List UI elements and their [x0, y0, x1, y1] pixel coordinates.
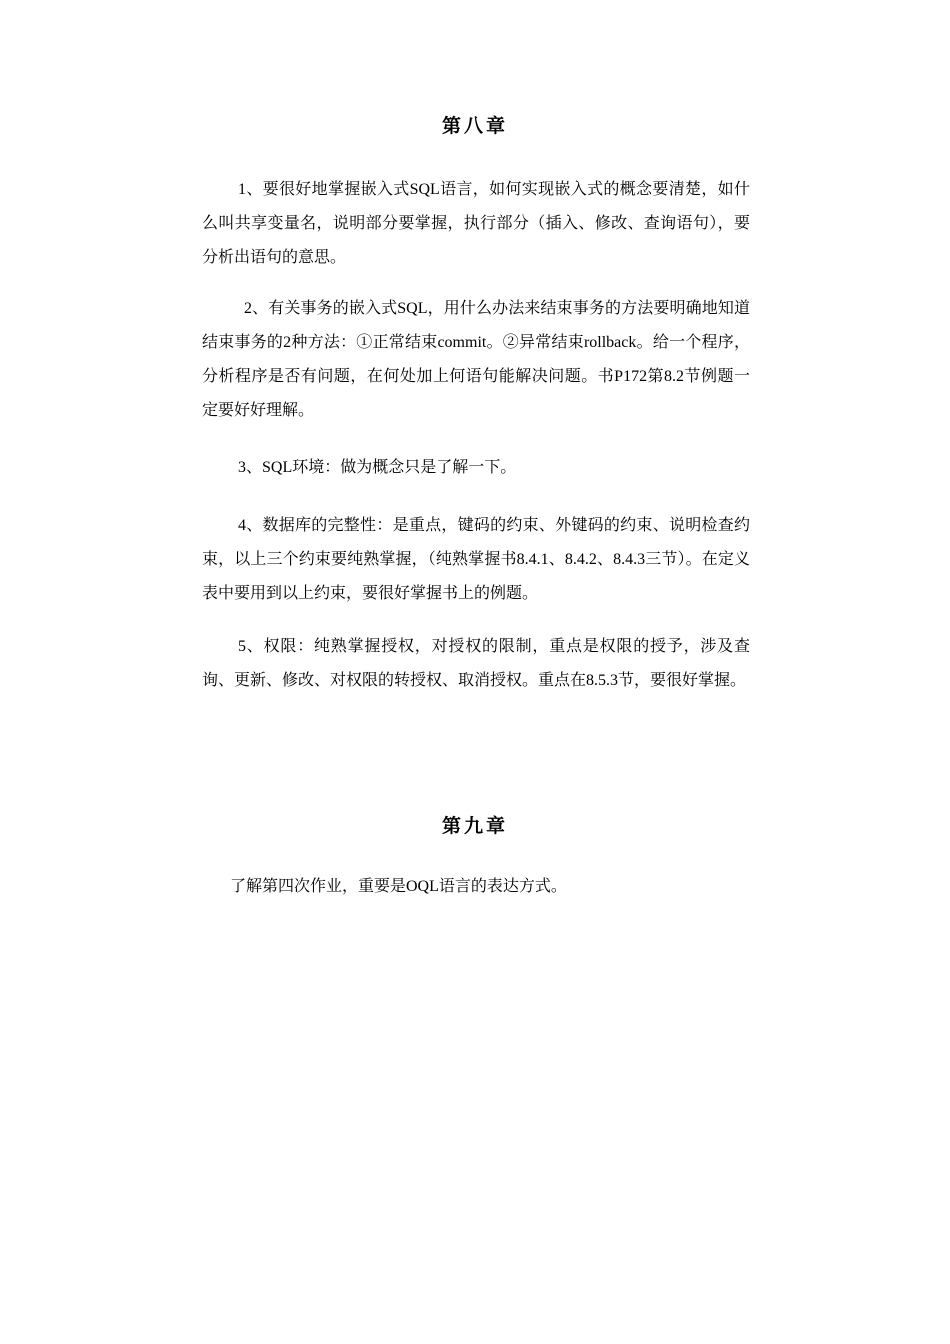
chapter-8-title: 第八章: [441, 116, 508, 137]
chapter-8-item-3: 3、SQL环境：做为概念只是了解一下。: [238, 459, 517, 476]
chapter-8-item-4: 4、数据库的完整性：是重点，键码的约束、外键码的约束、说明检查约束，以上三个约束要纯熟掌握，（纯熟掌握书8.4.1、8.4.2、8.4.3三节）。在定义表中要用到以上约束，要很好掌握书上的例题。: [202, 517, 750, 602]
chapter-9-title: 第九章: [441, 816, 508, 837]
chapter-8-item-1: 1、要很好地掌握嵌入式SQL语言，如何实现嵌入式的概念要清楚，如什么叫共享变量名，说明部分要掌握，执行部分（插入、修改、查询语句），要分析出语句的意思。: [202, 181, 750, 266]
chapter-8-item-5: 5、权限：纯熟掌握授权，对授权的限制，重点是权限的授予，涉及查询、更新、修改、对权限的转授权、取消授权。重点在8.5.3节，要很好掌握。: [202, 638, 750, 689]
chapter-9-item-1: 了解第四次作业，重要是OQL语言的表达方式。: [230, 878, 567, 895]
chapter-8-item-2: 2、有关事务的嵌入式SQL，用什么办法来结束事务的方法要明确地知道结束事务的2种方法：①正常结束commit。②异常结束rollback。给一个程序，分析程序是否有问题，在何处加上何语句能解决问题。书P172第8.2节例题一定要好好理解。: [202, 300, 750, 419]
